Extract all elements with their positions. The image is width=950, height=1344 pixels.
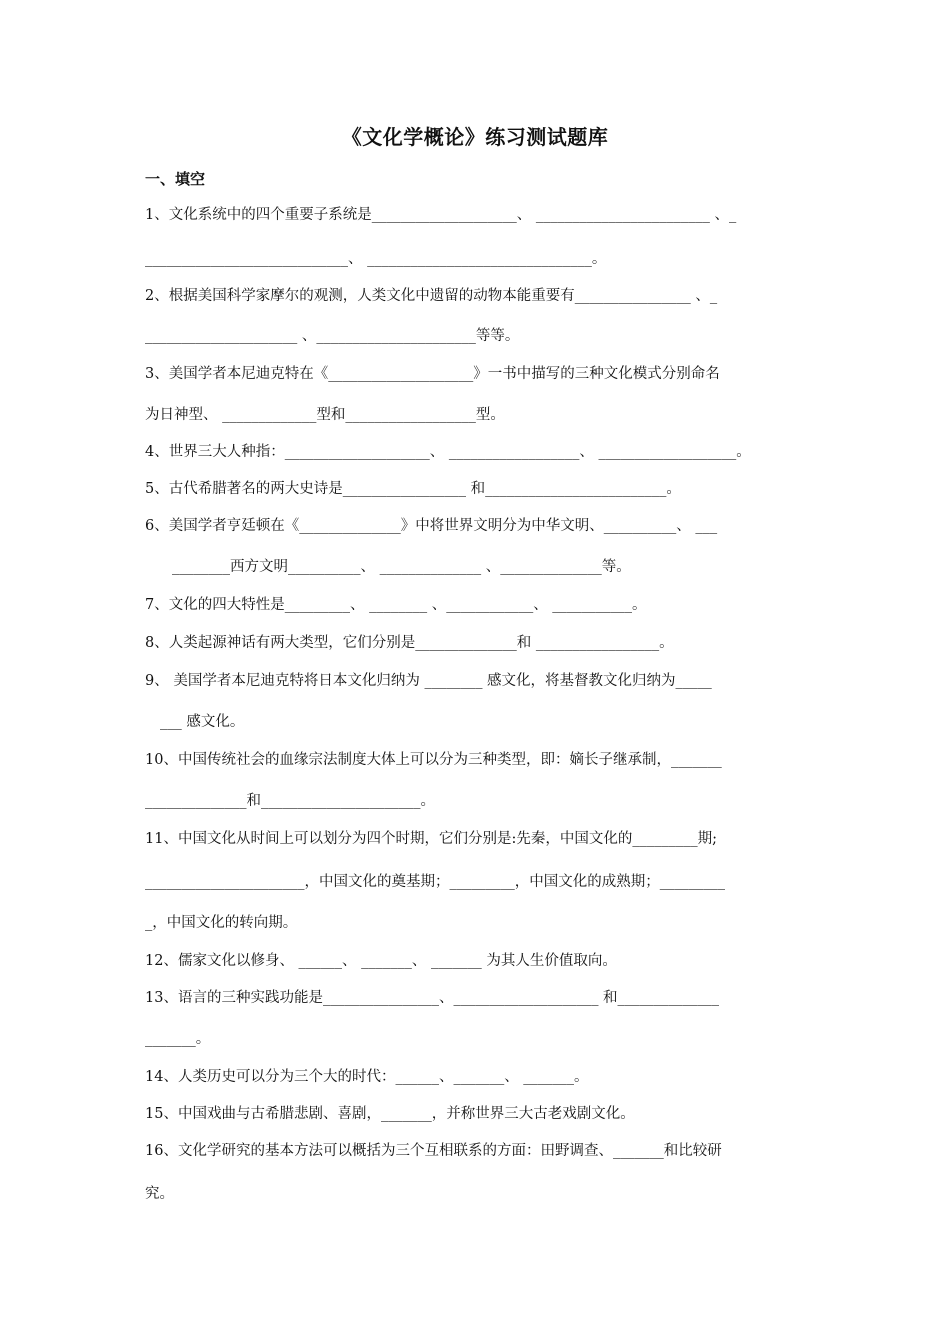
text-line: 9、 美国学者本尼迪克特将日本文化归纳为 ________ 感文化，将基督教文化归纳为_____ <box>145 673 712 689</box>
text-line: 10、中国传统社会的血缘宗法制度大体上可以分为三种类型，即：嫡长子继承制，_______ <box>145 752 722 768</box>
text-line: 13、语言的三种实践功能是________________、____________________ 和______________ <box>145 990 720 1006</box>
text-line: 究。 <box>145 1186 174 1202</box>
text-line: _____________________ 、______________________等等。 <box>145 328 520 344</box>
text-line: 11、中国文化从时间上可以划分为四个时期，它们分别是:先秦，中国文化的_________期; <box>145 831 717 847</box>
text-line: _______。 <box>145 1031 211 1047</box>
text-line: ____________________________、 _______________________________。 <box>145 251 607 267</box>
text-line: 为日神型、 _____________型和__________________型。 <box>145 407 505 423</box>
text-line: 5、古代希腊著名的两大史诗是_________________ 和_________________________。 <box>145 481 681 497</box>
text-line: 14、人类历史可以分为三个大的时代：______、_______、 _______。 <box>145 1069 589 1085</box>
text-line: 2、根据美国科学家摩尔的观测，人类文化中遗留的动物本能重要有________________ 、_ <box>145 288 718 304</box>
text-line: ________西方文明__________、 ______________ 、______________等。 <box>172 559 631 575</box>
text-line: ______________________，中国文化的奠基期；_________，中国文化的成熟期；_________ <box>145 874 725 890</box>
text-line: 3、美国学者本尼迪克特在《____________________》一书中描写的三种文化模式分别命名 <box>145 366 720 382</box>
text-line: 4、世界三大人种指：____________________、 __________________、 ___________________。 <box>145 444 751 460</box>
text-line: ______________和______________________。 <box>145 793 435 809</box>
text-line: 7、文化的四大特性是_________、 ________ 、____________、 ___________。 <box>145 597 647 613</box>
text-line: ___ 感文化。 <box>160 714 245 730</box>
text-line: 6、美国学者亨廷顿在《______________》中将世界文明分为中华文明、__________、 ___ <box>145 518 718 534</box>
section-heading: 一、填空 <box>145 170 206 188</box>
text-line: _，中国文化的转向期。 <box>145 915 298 931</box>
document-title: 《文化学概论》练习测试题库 <box>341 125 609 149</box>
text-line: 12、儒家文化以修身、 ______、 _______、 _______ 为其人生价值取向。 <box>145 953 617 969</box>
text-line: 1、文化系统中的四个重要子系统是____________________、 ________________________ 、_ <box>145 207 737 223</box>
text-line: 8、人类起源神话有两大类型，它们分别是______________和 _________________。 <box>145 635 674 651</box>
text-line: 15、中国戏曲与古希腊悲剧、喜剧，_______，并称世界三大古老戏剧文化。 <box>145 1106 635 1122</box>
text-line: 16、文化学研究的基本方法可以概括为三个互相联系的方面：田野调查、_______和比较研 <box>145 1143 722 1159</box>
